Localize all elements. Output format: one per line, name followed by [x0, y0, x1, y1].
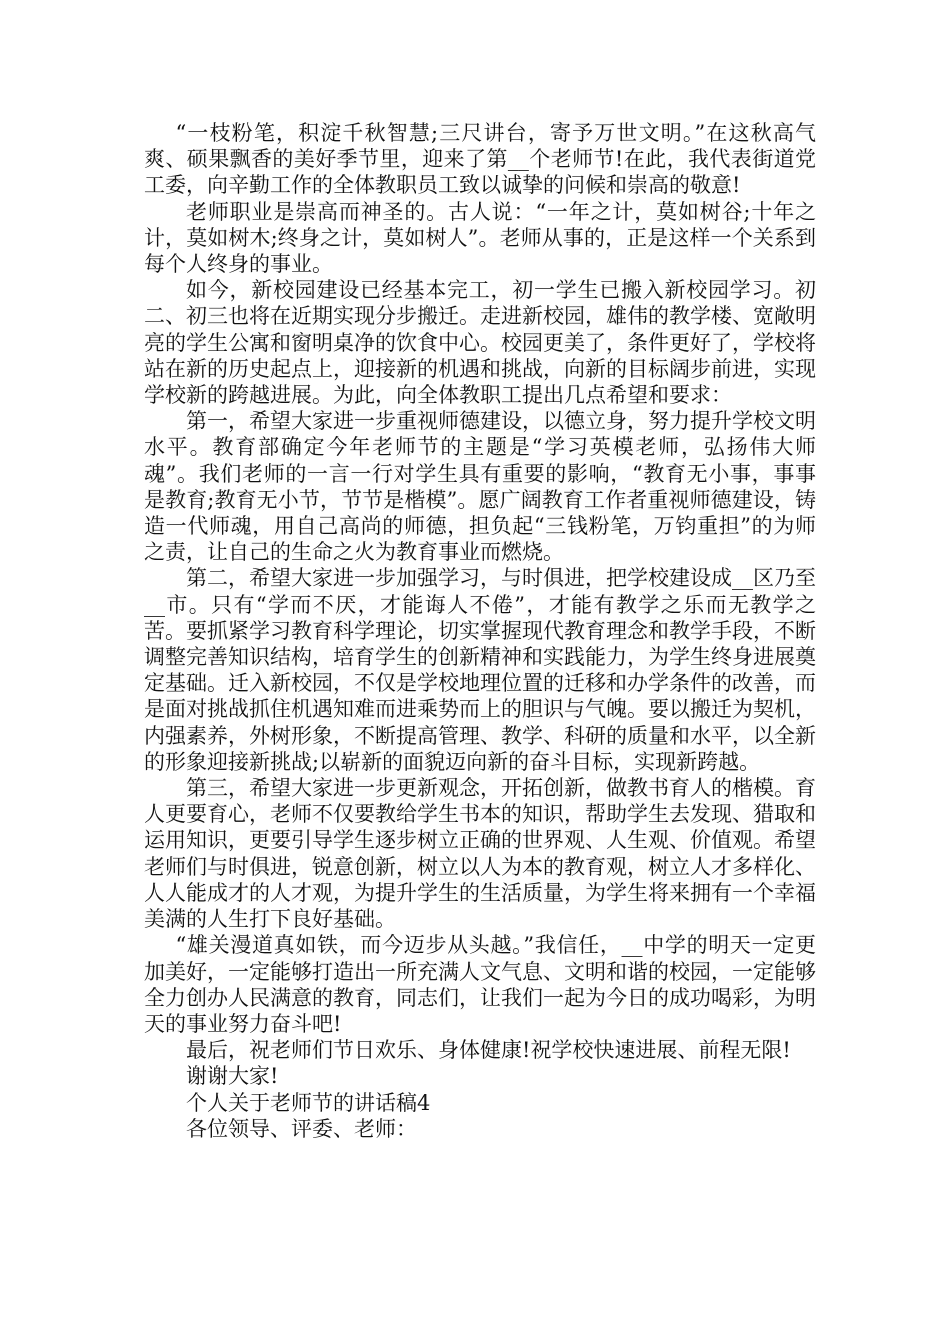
paragraph-second-hope: 第二，希望大家进一步加强学习，与时俱进，把学校建设成__区乃至__市。只有“学而不厌，才能诲人不倦”，才能有教学之乐而无教学之苦。要抓紧学习教育科学理论，切实掌握现代教育理念和教学手段，不断调整完善知识结构，培育学生的创新精神和实践能力，为学生终身进展奠定基础。迁入新校园，不仅是学校地理位置的迁移和办学条件的改善，而是面对挑战抓住机遇知难而进乘势而上的胆识与气魄。要以搬迁为契机，内强素养，外树形象，不断提高管理、教学、科研的质量和水平，以全新的形象迎接新挑战;以崭新的面貌迈向新的奋斗目标，实现新跨越。 [144, 566, 816, 774]
paragraph-final-wishes: 最后，祝老师们节日欢乐、身体健康!祝学校快速进展、前程无限! [186, 1038, 791, 1063]
paragraph-closing-quote: “雄关漫道真如铁，而今迈步从头越。”我信任，__中学的明天一定更加美好，一定能够打造出一所充满人文气息、文明和谐的校园，一定能够全力创办人民满意的教育，同志们，让我们一起为今日的成功喝彩，为明天的事业努力奋斗吧! [144, 933, 816, 1036]
paragraph-thanks: 谢谢大家! [186, 1064, 279, 1089]
section-title: 个人关于老师节的讲话稿4 [186, 1090, 431, 1115]
paragraph-teacher-profession: 老师职业是崇高而神圣的。古人说：“一年之计，莫如树谷;十年之计，莫如树木;终身之计，莫如树人”。老师从事的，正是这样一个关系到每个人终身的事业。 [144, 199, 816, 277]
paragraph-third-hope: 第三，希望大家进一步更新观念，开拓创新，做教书育人的楷模。育人更要育心，老师不仅要教给学生书本的知识，帮助学生去发现、猎取和运用知识，更要引导学生逐步树立正确的世界观、人生观、价值观。希望老师们与时俱进，锐意创新，树立以人为本的教育观，树立人才多样化、人人能成才的人才观，为提升学生的生活质量，为学生将来拥有一个幸福美满的人生打下良好基础。 [144, 776, 816, 932]
document-body [144, 120, 816, 1142]
paragraph-opening-quote: “一枝粉笔，积淀千秋智慧;三尺讲台，寄予万世文明。”在这秋高气爽、硕果飘香的美好季节里，迎来了第__个老师节!在此，我代表街道党工委，向辛勤工作的全体教职员工致以诚挚的问候和崇高的敬意! [144, 121, 816, 198]
paragraph-new-campus: 如今，新校园建设已经基本完工，初一学生已搬入新校园学习。初二、初三也将在近期实现分步搬迁。走进新校园，雄伟的教学楼、宽敞明亮的学生公寓和窗明桌净的饮食中心。校园更美了，条件更好了，学校将站在新的历史起点上，迎接新的机遇和挑战，向新的目标阔步前进，实现学校新的跨越进展。为此，向全体教职工提出几点希望和要求： [144, 278, 816, 408]
paragraph-first-hope: 第一，希望大家进一步重视师德建设，以德立身，努力提升学校文明水平。教育部确定今年老师节的主题是“学习英模老师，弘扬伟大师魂”。我们老师的一言一行对学生具有重要的影响，“教育无小事，事事是教育;教育无小节，节节是楷模”。愿广阔教育工作者重视师德建设，铸造一代师魂，用自己高尚的师德，担负起“三钱粉笔，万钧重担”的为师之责，让自己的生命之火为教育事业而燃烧。 [144, 409, 816, 565]
paragraph-salutation: 各位领导、评委、老师： [186, 1116, 417, 1141]
